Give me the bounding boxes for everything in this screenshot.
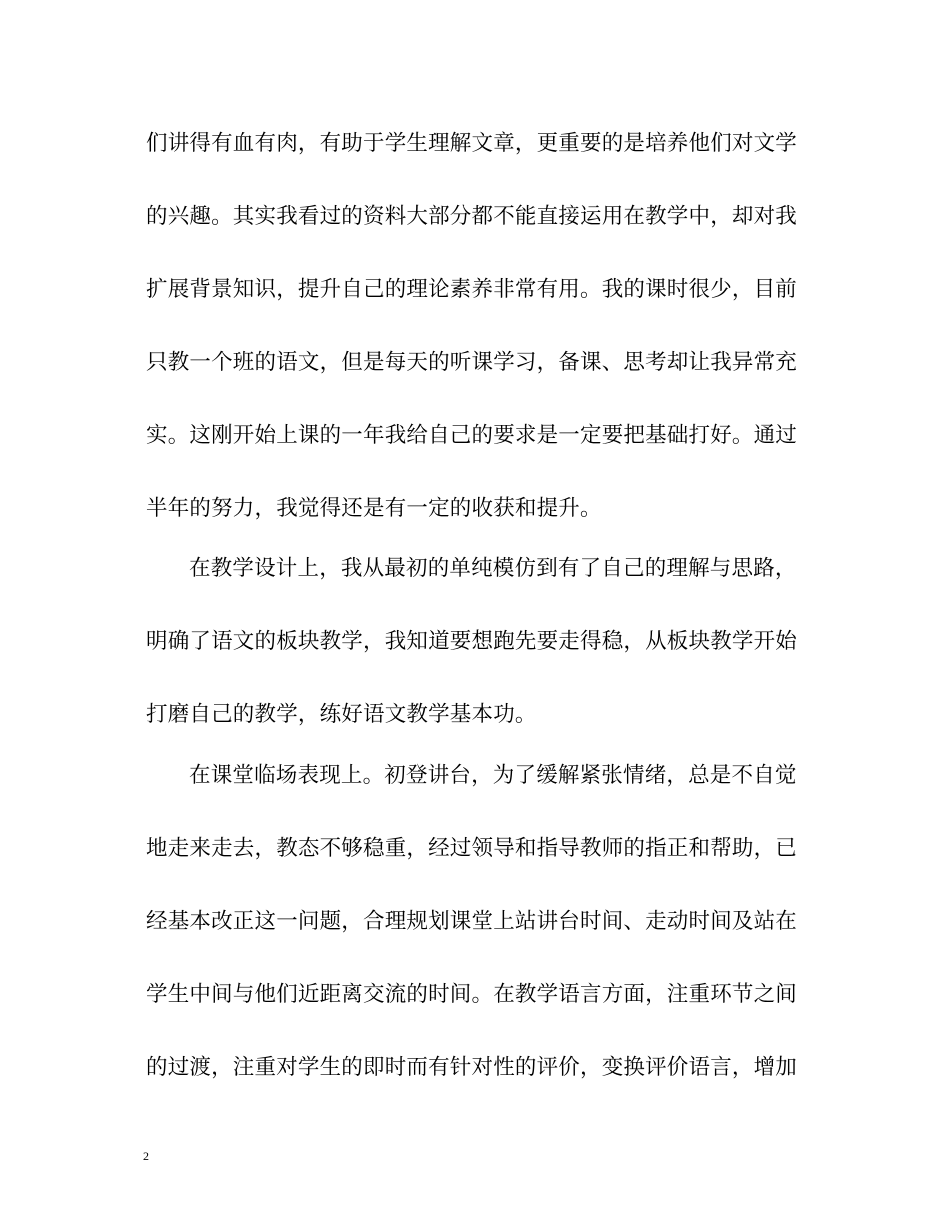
paragraph-first-line: 在课堂临场表现上。初登讲台，为了缓解紧张情绪，总是不自觉 — [189, 763, 797, 788]
text-line: 半年的努力，我觉得还是有一定的收获和提升。 — [146, 496, 602, 521]
text-line: 的过渡，注重对学生的即时而有针对性的评价，变换评价语言，增加 — [146, 1055, 798, 1080]
text-line: 学生中间与他们近距离交流的时间。在教学语言方面，注重环节之间 — [146, 982, 798, 1007]
paragraph-first-line: 在教学设计上，我从最初的单纯模仿到有了自己的理解与思路， — [189, 556, 797, 581]
text-line: 们讲得有血有肉，有助于学生理解文章，更重要的是培养他们对文学 — [146, 131, 798, 156]
text-line: 只教一个班的语文，但是每天的听课学习，备课、思考却让我异常充 — [146, 350, 798, 375]
page-number: 2 — [143, 1149, 149, 1163]
text-line: 地走来走去，教态不够稳重，经过领导和指导教师的指正和帮助，已 — [146, 836, 798, 861]
text-line: 的兴趣。其实我看过的资料大部分都不能直接运用在教学中，却对我 — [146, 204, 798, 229]
text-line: 打磨自己的教学，练好语文教学基本功。 — [146, 702, 537, 727]
text-line: 扩展背景知识，提升自己的理论素养非常有用。我的课时很少，目前 — [146, 277, 798, 302]
text-line: 明确了语文的板块教学，我知道要想跑先要走得稳，从板块教学开始 — [146, 629, 798, 654]
text-line: 实。这刚开始上课的一年我给自己的要求是一定要把基础打好。通过 — [146, 423, 798, 448]
text-line: 经基本改正这一问题，合理规划课堂上站讲台时间、走动时间及站在 — [146, 909, 798, 934]
